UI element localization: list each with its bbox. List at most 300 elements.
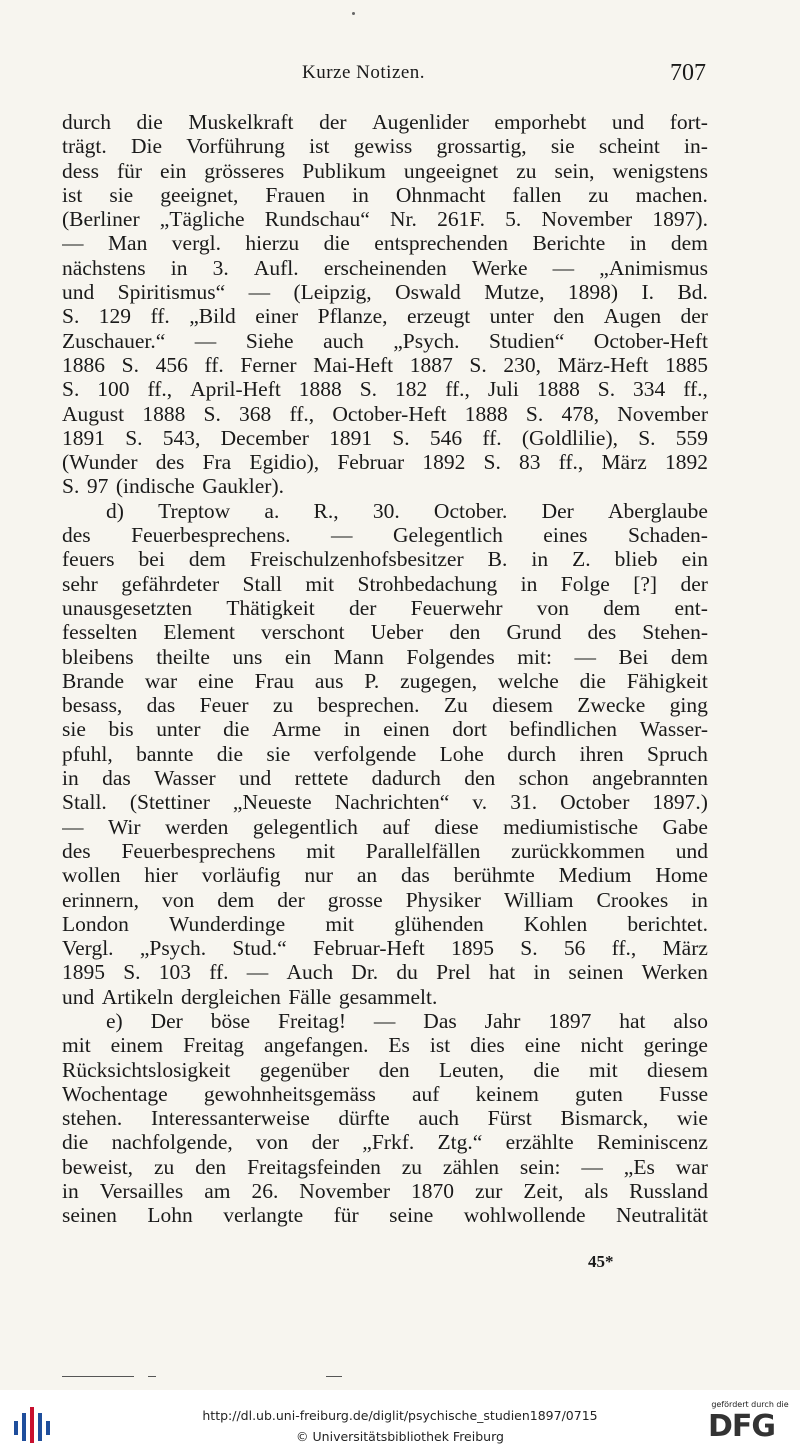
word: 456: [155, 352, 188, 377]
word: October-Heft: [332, 401, 447, 426]
word: seine: [389, 1203, 434, 1228]
text-line: [62, 547, 708, 571]
word: ff.: [482, 425, 502, 450]
word: ff.,: [611, 936, 637, 961]
word: besprechen.: [317, 693, 420, 718]
word: Nachrichten“: [334, 790, 450, 815]
word: ff.,: [683, 377, 708, 402]
text-line: [62, 474, 708, 498]
text-line: [62, 231, 708, 255]
word: Man: [107, 231, 148, 256]
word: glühenden: [394, 911, 484, 936]
word: William: [503, 887, 574, 912]
text-line: [62, 402, 708, 426]
word: Physiker: [405, 887, 481, 912]
word: Der: [150, 1008, 183, 1033]
word: zu: [272, 693, 294, 718]
text-line: [62, 256, 708, 280]
word: vorläufig: [201, 863, 281, 888]
word: Siehe: [245, 328, 294, 353]
word: erzeugt: [406, 304, 471, 329]
word: 1892: [422, 450, 466, 475]
word: von: [256, 1130, 289, 1155]
word: Folgendes: [406, 644, 495, 669]
word: eines: [543, 523, 588, 548]
word: 368: [239, 401, 272, 426]
word: nur: [304, 863, 334, 888]
word: dem: [670, 644, 708, 669]
word: Interessanterweise: [150, 1106, 310, 1131]
word: Mutze,: [484, 280, 545, 305]
text-line: [62, 1009, 708, 1033]
word: wohlwollende: [463, 1203, 586, 1228]
word: Stud.“: [232, 936, 287, 961]
word: [?]: [633, 571, 658, 596]
word: Das: [423, 1008, 457, 1033]
word: emporhebt: [494, 110, 587, 134]
word: Augen: [603, 304, 662, 329]
word: Medium: [558, 863, 632, 888]
word: Zu: [443, 693, 468, 718]
word: Fähigkeit: [626, 668, 708, 693]
word: 1897: [548, 1008, 592, 1033]
word: des: [62, 523, 91, 548]
word: S.: [597, 377, 616, 402]
word: ff.: [209, 960, 229, 985]
word: Pflanze,: [317, 304, 388, 329]
word: mit: [589, 1057, 618, 1082]
word: ist: [429, 1033, 451, 1058]
word: für: [117, 158, 143, 183]
word: (Stettiner: [129, 790, 210, 815]
word: hat: [488, 960, 516, 985]
word: (indische: [115, 474, 195, 499]
word: ff.,: [289, 401, 315, 426]
word: S.: [123, 960, 141, 985]
word: —: [373, 1008, 396, 1033]
word: mediumistische: [503, 814, 639, 839]
word: den: [449, 620, 481, 645]
word: Arme: [272, 717, 322, 742]
word: Werken: [641, 960, 708, 985]
word: einem: [110, 1033, 164, 1058]
word: befindlichen: [509, 717, 618, 742]
word: Freitagsfeinden: [247, 1154, 381, 1179]
text-line: [62, 1130, 708, 1154]
text-line: [62, 353, 708, 377]
word: ff.: [204, 352, 224, 377]
word: Egidio),: [249, 450, 320, 475]
word: berichtet.: [627, 911, 708, 936]
word: 30.: [372, 498, 400, 523]
word: zugegen,: [400, 668, 478, 693]
word: pfuhl,: [62, 741, 113, 766]
word: Lohn: [147, 1203, 193, 1228]
dfg-logo: DFG: [708, 1409, 776, 1444]
word: geringe: [643, 1033, 708, 1058]
text-line: [62, 645, 708, 669]
word: Wochentage: [62, 1081, 168, 1106]
text-line: [62, 1058, 708, 1082]
word: sehr: [62, 571, 98, 596]
word: als: [584, 1179, 609, 1204]
word: London: [62, 911, 129, 936]
word: Russland: [629, 1179, 708, 1204]
word: hat: [619, 1008, 646, 1033]
text-line: [62, 159, 708, 183]
word: October-Heft: [593, 328, 708, 353]
word: 31.: [510, 790, 538, 815]
word: feuers: [62, 547, 115, 572]
word: mit: [305, 571, 335, 596]
word: Die: [130, 134, 163, 159]
word: Spruch: [647, 741, 708, 766]
word: 1895: [62, 960, 105, 985]
word: der: [319, 110, 347, 134]
text-line: [62, 110, 708, 134]
word: v.: [472, 790, 488, 815]
text-line: [62, 280, 708, 304]
text-line: [62, 499, 708, 523]
word: sie: [266, 741, 291, 766]
word: berühmte: [453, 863, 535, 888]
word: ist: [309, 134, 330, 159]
word: Feuerwehr: [410, 595, 503, 620]
word: gewohnheitsgemäss: [203, 1081, 376, 1106]
signature-mark: 45*: [588, 1252, 614, 1271]
word: dies: [470, 1033, 505, 1058]
word: angebrannten: [592, 766, 708, 791]
word: sie: [550, 134, 575, 159]
word: die: [579, 668, 606, 693]
word: Februar: [337, 450, 405, 475]
word: Treptow: [158, 498, 231, 523]
word: zu: [153, 1154, 175, 1179]
word: November: [541, 207, 633, 232]
word: zurückkommen: [511, 838, 645, 863]
word: scheint: [598, 134, 660, 159]
word: 230,: [503, 352, 541, 377]
word: blieb: [614, 547, 658, 572]
word: 1870: [411, 1179, 454, 1204]
word: unter: [156, 717, 201, 742]
text-line: [62, 815, 708, 839]
word: unter: [489, 304, 534, 329]
word: 5.: [505, 207, 522, 232]
word: April-Heft: [190, 377, 281, 402]
word: S.: [203, 401, 221, 426]
word: S.: [62, 474, 80, 499]
word: das: [102, 766, 131, 791]
word: Bismarck,: [560, 1106, 649, 1131]
word: bannte: [136, 741, 194, 766]
word: diese: [434, 814, 479, 839]
source-url-link[interactable]: http://dl.ub.uni-freiburg.de/diglit/psychische_studien1897/0715: [202, 1408, 598, 1423]
word: „Bild: [189, 304, 236, 329]
word: dadurch: [371, 766, 441, 791]
word: 261F.: [437, 207, 485, 232]
word: S.: [520, 936, 538, 961]
word: dergleichen: [180, 984, 281, 1009]
word: Spiritismus“: [117, 280, 226, 305]
word: Rücksichtslosigkeit: [62, 1057, 231, 1082]
word: Aberglaube: [608, 498, 708, 523]
text-line: [62, 912, 708, 936]
text-line: [62, 1106, 708, 1130]
word: Oswald: [395, 280, 461, 305]
word: 1888: [298, 377, 342, 402]
text-line: [62, 426, 708, 450]
word: S.: [392, 425, 410, 450]
word: grösseres: [204, 158, 285, 183]
word: dem: [217, 887, 255, 912]
word: fesselten: [62, 620, 138, 645]
word: seinen: [62, 1203, 117, 1228]
word: Feuerbesprechens: [121, 838, 276, 863]
word: 103: [158, 960, 192, 985]
word: Crookes: [596, 887, 669, 912]
word: 1895: [451, 936, 495, 961]
word: 1885: [664, 352, 708, 377]
word: nächstens: [62, 255, 146, 280]
text-line: [62, 620, 708, 644]
word: Zeit,: [523, 1179, 564, 1204]
word: Muskelkraft: [188, 110, 294, 134]
word: durch: [62, 110, 111, 134]
word: sein:: [519, 1154, 561, 1179]
word: —: [194, 328, 217, 353]
word: Ohnmacht: [395, 182, 486, 207]
word: den: [378, 1057, 410, 1082]
word: Auch: [286, 960, 334, 985]
word: werden: [165, 814, 229, 839]
word: hierzu: [245, 231, 300, 256]
word: dem: [188, 547, 226, 572]
word: „Tägliche: [159, 207, 245, 232]
word: fort-: [669, 110, 708, 134]
text-line: [62, 1203, 708, 1227]
word: an: [356, 863, 378, 888]
word: Fusse: [659, 1081, 708, 1106]
word: 1887: [409, 352, 453, 377]
text-line: [62, 377, 708, 401]
word: Aufl.: [253, 255, 299, 280]
word: der: [311, 1130, 340, 1155]
word: in: [62, 766, 79, 791]
word: S.: [469, 352, 487, 377]
text-line: [62, 888, 708, 912]
word: aus: [314, 668, 344, 693]
word: Stall: [242, 571, 282, 596]
word: „Neueste: [232, 790, 312, 815]
word: Neutralität: [616, 1203, 708, 1228]
word: 100: [97, 377, 130, 402]
word: der: [277, 887, 305, 912]
word: Studien“: [489, 328, 565, 353]
word: Zuschauer.“: [62, 328, 166, 353]
word: ff.,: [147, 377, 173, 402]
word: Stehen-: [642, 620, 708, 645]
word: „Psych.: [139, 936, 207, 961]
word: dort: [452, 717, 487, 742]
word: war: [144, 668, 178, 693]
word: von: [536, 595, 570, 620]
word: und: [62, 984, 95, 1009]
word: dem: [603, 595, 641, 620]
text-line: [62, 183, 708, 207]
word: ungeeignet: [403, 158, 499, 183]
word: October: [560, 790, 630, 815]
word: auf: [382, 814, 410, 839]
word: in: [691, 887, 708, 912]
word: verfolgende: [313, 741, 417, 766]
word: Werke: [471, 255, 528, 280]
word: mit: [62, 1033, 91, 1058]
word: zählen: [442, 1154, 500, 1179]
word: „Frkf.: [362, 1130, 415, 1155]
bottom-rule: [62, 1376, 134, 1377]
word: einen: [383, 717, 430, 742]
word: des: [62, 838, 91, 863]
word: den: [195, 1154, 227, 1179]
word: Fälle: [288, 984, 332, 1009]
word: Kohlen: [523, 911, 588, 936]
word: Frau: [254, 668, 294, 693]
word: Juli: [487, 377, 519, 402]
word: dess: [62, 158, 100, 183]
word: grosse: [327, 887, 383, 912]
word: in: [520, 571, 538, 596]
text-line: [62, 1155, 708, 1179]
word: die: [223, 717, 250, 742]
word: zur: [474, 1179, 503, 1204]
word: S.: [638, 425, 656, 450]
word: Gaukler).: [202, 474, 284, 499]
word: —: [62, 814, 84, 839]
word: November: [617, 401, 708, 426]
word: Brande: [62, 668, 125, 693]
word: Rundschau“: [264, 207, 370, 232]
word: —: [62, 231, 84, 256]
word: März-Heft: [557, 352, 649, 377]
word: 129: [98, 304, 132, 329]
word: diesem: [647, 1057, 708, 1082]
word: ist: [62, 182, 83, 207]
word: 1888: [464, 401, 508, 426]
word: bei: [138, 547, 165, 572]
word: S.: [525, 401, 544, 426]
word: ff.: [150, 304, 170, 329]
word: 559: [675, 425, 708, 450]
word: 546: [429, 425, 463, 450]
word: angefangen.: [263, 1033, 369, 1058]
word: 1898): [567, 280, 619, 305]
word: August: [62, 401, 125, 426]
word: sie: [109, 182, 134, 207]
word: du: [396, 960, 418, 985]
word: dürfte: [338, 1106, 390, 1131]
word: den: [464, 766, 496, 791]
word: Bd.: [677, 280, 708, 305]
word: Freitag: [183, 1033, 245, 1058]
word: Grund: [506, 620, 562, 645]
word: 1888: [536, 377, 580, 402]
word: wollen: [62, 863, 121, 888]
word: Wasser: [154, 766, 216, 791]
word: beweist,: [62, 1154, 134, 1179]
word: welche: [497, 668, 559, 693]
word: theilte: [156, 644, 210, 669]
word: S.: [359, 377, 378, 402]
word: Berichte: [532, 231, 606, 256]
bottom-rule: [326, 1376, 342, 1377]
word: das: [401, 863, 430, 888]
word: (Leipzig,: [293, 280, 372, 305]
word: in: [170, 255, 188, 280]
word: wenigstens: [612, 158, 708, 183]
word: bis: [108, 717, 134, 742]
word: war: [675, 1154, 708, 1179]
word: die: [323, 231, 350, 256]
word: Jahr: [484, 1008, 521, 1033]
word: 1891: [329, 425, 373, 450]
word: e): [106, 1008, 123, 1033]
text-line: [62, 717, 708, 741]
word: 1891: [62, 425, 105, 450]
text-line: [62, 1082, 708, 1106]
word: Mai-Heft: [313, 352, 394, 377]
word: seinen: [568, 960, 624, 985]
ink-speck: [352, 12, 355, 15]
word: fallen: [512, 182, 562, 207]
word: gelegentlich: [252, 814, 358, 839]
word: November: [299, 1179, 391, 1204]
word: in: [352, 182, 369, 207]
word: am: [204, 1179, 231, 1204]
word: die: [216, 741, 244, 766]
word: Stall.: [62, 790, 107, 815]
word: zu: [516, 158, 537, 183]
word: Vorführung: [186, 134, 285, 159]
word: 334: [633, 377, 666, 402]
word: der: [680, 304, 708, 329]
word: und: [62, 280, 95, 305]
word: die: [136, 110, 163, 134]
word: a.: [264, 498, 280, 523]
word: October.: [433, 498, 508, 523]
word: 26.: [251, 1179, 279, 1204]
word: nachfolgende,: [111, 1130, 233, 1155]
word: diesem: [492, 693, 553, 718]
word: (Goldlilie),: [521, 425, 618, 450]
word: Es: [388, 1033, 410, 1058]
word: Fürst: [487, 1106, 532, 1131]
word: zu: [401, 1154, 423, 1179]
word: 543,: [162, 425, 201, 450]
word: und: [675, 838, 708, 863]
word: gesammelt.: [338, 984, 438, 1009]
word: Zwecke: [577, 693, 646, 718]
body-text: [62, 110, 708, 1228]
text-line: [62, 936, 708, 960]
word: mit: [325, 911, 355, 936]
word: Dr.: [351, 960, 379, 985]
text-line: [62, 790, 708, 814]
word: 1886: [62, 352, 105, 377]
word: Strohbedachung: [357, 571, 498, 596]
word: durch: [507, 741, 557, 766]
word: 3.: [212, 255, 229, 280]
